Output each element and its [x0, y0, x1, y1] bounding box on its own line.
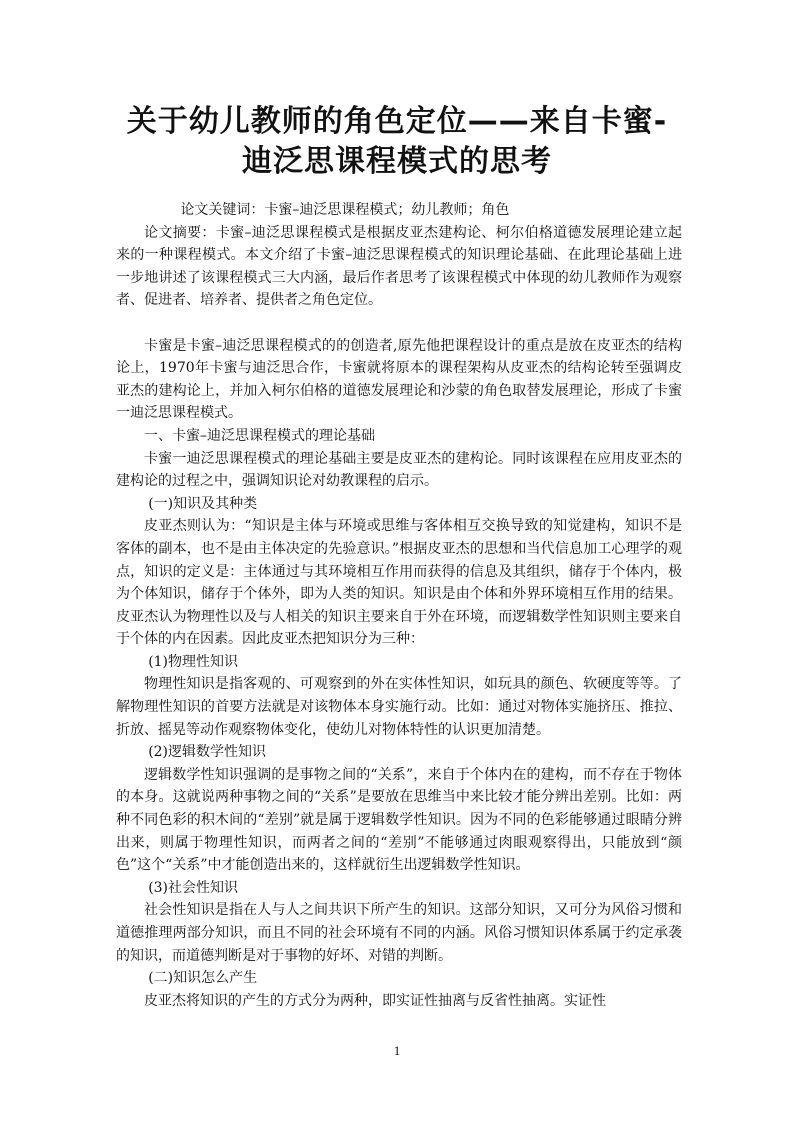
document-body [116, 199, 682, 1012]
item-paragraph: 逻辑数学性知识强调的是事物之间的“关系”，来自于个体内在的建构，而不存在于物体的本身。这就说两种事物之间的“关系”是要放在思维当中来比较才能分辨出差别。比如：两种不同色彩的积木间的“差别”就是属于逻辑数学性知识。因为不同的色彩能够通过眼睛分辨出来，则属于物理性知识，而两者之间的“差别”不能够通过肉眼观察得出，只能放到“颜色”这个“关系”中才能创造出来的，这样就衍生出逻辑数学性知识。 [116, 766, 682, 874]
subsection-heading: (二)知识怎么产生 [148, 970, 258, 987]
document-title-line-2: 迪泛思课程模式的思考 [242, 144, 552, 179]
page-number: 1 [393, 1043, 401, 1058]
subsection-heading: (一)知识及其种类 [148, 495, 258, 512]
subsection-paragraph: 皮亚杰将知识的产生的方式分为两种，即实证性抽离与反省性抽离。实证性 [144, 992, 606, 1009]
item-paragraph: 物理性知识是指客观的、可观察到的外在实体性知识，如玩具的颜色、软硬度等等。了解物理性知识的首要方法就是对该物体本身实施行动。比如：通过对物体实施挤压、推拉、折放、摇晃等动作观察物体变化，使幼儿对物体特性的认识更加清楚。 [116, 676, 682, 738]
subsection-paragraph: 皮亚杰则认为：“知识是主体与环境或思维与客体相互交换导致的知觉建构，知识不是客体的副本，也不是由主体决定的先验意识。”根据皮亚杰的思想和当代信息加工心理学的观点，知识的定义是：主体通过与其环境相互作用而获得的信息及其组织，储存于个体内，极为个体知识，储存于个体外，即为人类的知识。知识是由个体和外界环境相互作用的结果。皮亚杰认为物理性以及与人相关的知识主要来自于外在环境，而逻辑数学性知识则主要来自于个体的内在因素。因此皮亚杰把知识分为三种： [116, 518, 682, 648]
section-heading: 一、卡蜜–迪泛思课程模式的理论基础 [144, 427, 375, 444]
item-heading: (3)社会性知识 [148, 879, 239, 896]
abstract-paragraph: 论文摘要：卡蜜–迪泛思课程模式是根据皮亚杰建构论、柯尔伯格道德发展理论建立起来的一种课程模式。本文介绍了卡蜜–迪泛思课程模式的知识理论基础、在此理论基础上进一步地讲述了该课程模式三大内涵，最后作者思考了该课程模式中体现的幼儿教师作为观察者、促进者、培养者、提供者之角色定位。 [116, 224, 682, 309]
keywords-line: 论文关键词：卡蜜–迪泛思课程模式；幼儿教师；角色 [180, 202, 510, 218]
paragraph-spacer [116, 312, 682, 335]
document-title-line-1: 关于幼儿教师的角色定位——来自卡蜜- [126, 104, 668, 139]
intro-paragraph: 卡蜜是卡蜜–迪泛思课程模式的的创造者,原先他把课程设计的重点是放在皮亚杰的结构论上，1970年卡蜜与迪泛思合作，卡蜜就将原本的课程架构从皮亚杰的结构论转至强调皮亚杰的建构论上，并加入柯尔伯格的道德发展理论和沙蒙的角色取替发展理论，形成了卡蜜一迪泛思课程模式。 [116, 337, 682, 422]
item-heading: (2)逻辑数学性知识 [148, 744, 267, 761]
section-paragraph: 卡蜜一迪泛思课程模式的理论基础主要是皮亚杰的建构论。同时该课程在应用皮亚杰的建构论的过程之中，强调知识论对幼教课程的启示。 [116, 450, 682, 490]
item-paragraph: 社会性知识是指在人与人之间共识下所产生的知识。这部分知识，又可分为风俗习惯和道德推理两部分知识，而且不同的社会环境有不同的内涵。风俗习惯知识体系属于约定承袭的知识，而道德判断是对于事物的好坏、对错的判断。 [116, 902, 682, 964]
item-heading: (1)物理性知识 [148, 653, 239, 670]
